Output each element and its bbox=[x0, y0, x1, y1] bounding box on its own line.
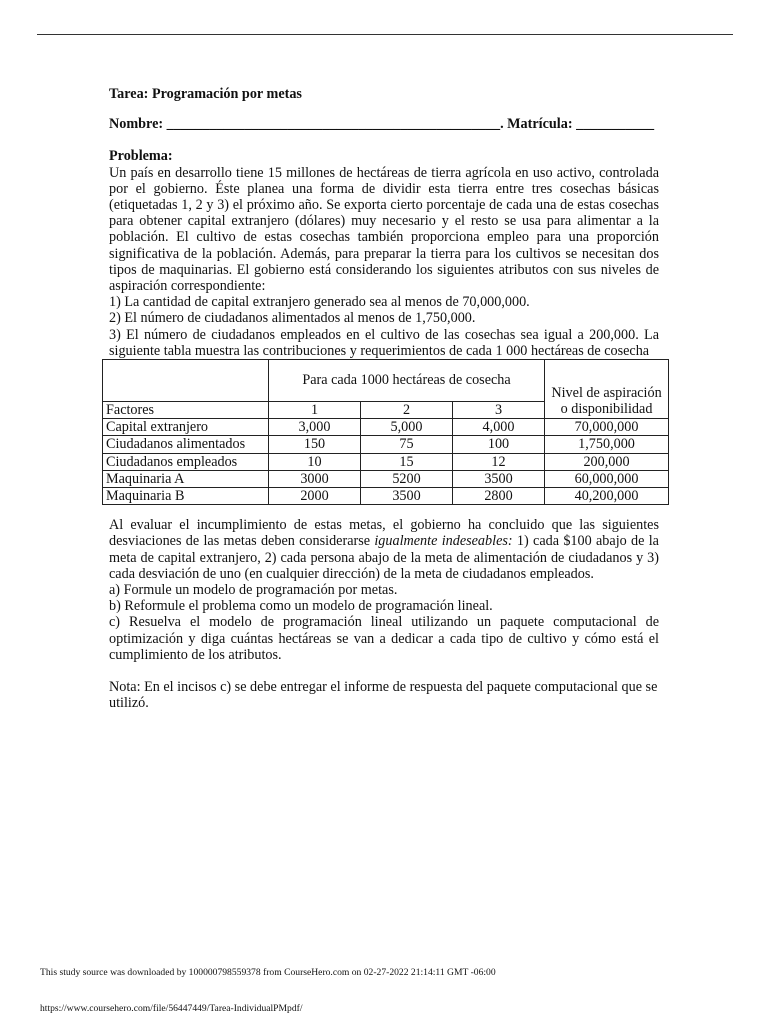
note-paragraph: Nota: En el incisos c) se debe entregar el informe de respuesta del paquete computacional que se utilizó. bbox=[109, 679, 658, 712]
level-cell: 70,000,000 bbox=[545, 419, 669, 436]
value-cell: 4,000 bbox=[453, 419, 545, 436]
value-cell: 2000 bbox=[269, 488, 361, 505]
task-item: c) Resuelva el modelo de programación lineal utilizando un paquete computacional de optimización y diga cuántas hectáreas se van a dedicar a cada tipo de cultivo y cómo está el cumplimiento de los atributos. bbox=[109, 614, 659, 663]
goal-item: 1) La cantidad de capital extranjero generado sea al menos de 70,000,000. bbox=[109, 294, 530, 311]
value-cell: 150 bbox=[269, 436, 361, 453]
goal-item: 3) El número de ciudadanos empleados en el cultivo de las cosechas sea igual a 200,000. La siguiente tabla muestra las contribuciones y requerimientos de cada 1 000 hectáreas de cosecha bbox=[109, 326, 659, 359]
table-row bbox=[103, 419, 669, 436]
table-row bbox=[103, 488, 669, 505]
crop-header: 3 bbox=[453, 402, 545, 419]
level-cell: 1,750,000 bbox=[545, 436, 669, 453]
value-cell: 2800 bbox=[453, 488, 545, 505]
footer-source-note: This study source was downloaded by 100000798559378 from CourseHero.com on 02-27-2022 21:14:11 GMT -06:00 bbox=[40, 967, 496, 978]
factor-cell: Ciudadanos empleados bbox=[103, 453, 269, 470]
evaluation-text: Al evaluar el incumplimiento de estas metas, el gobierno ha concluido que las siguientes desviaciones de las metas deben considerarse bbox=[109, 517, 659, 550]
level-header: Nivel de aspiración o disponibilidad bbox=[545, 360, 669, 419]
level-cell: 40,200,000 bbox=[545, 488, 669, 505]
group-header: Para cada 1000 hectáreas de cosecha bbox=[269, 360, 545, 402]
table-header-row bbox=[103, 360, 669, 402]
factor-header: Factores bbox=[103, 402, 269, 419]
value-cell: 10 bbox=[269, 453, 361, 470]
table-row bbox=[103, 436, 669, 453]
data-table bbox=[102, 359, 669, 505]
value-cell: 75 bbox=[361, 436, 453, 453]
problem-intro: Un país en desarrollo tiene 15 millones de hectáreas de tierra agrícola en uso activo, controlada por el gobierno. Éste planea una forma de dividir esta tierra entre tres cosechas básicas (etiquetadas 1, 2 y 3) el próximo año. Se exporta cierto porcentaje de cada una de estas cosechas para obtener capital extranjero (dólares) muy necesario y el resto se usa para alimentar a la población. El cultivo de estas cosechas también proporciona empleo para una proporción significativa de la población. Además, para preparar la tierra para los cultivos se necesitan dos tipos de maquinarias. El gobierno está considerando los siguientes atributos con sus niveles de aspiración correspondiente: bbox=[109, 164, 659, 295]
value-cell: 3000 bbox=[269, 470, 361, 487]
name-field-line: Nombre: _______________________________________________. Matrícula: ___________ bbox=[109, 116, 655, 133]
value-cell: 5200 bbox=[361, 470, 453, 487]
task-item: b) Reformule el problema como un modelo de programación lineal. bbox=[109, 598, 493, 615]
factor-cell: Ciudadanos alimentados bbox=[103, 436, 269, 453]
crop-header: 1 bbox=[269, 402, 361, 419]
value-cell: 15 bbox=[361, 453, 453, 470]
factor-cell: Maquinaria B bbox=[103, 488, 269, 505]
value-cell: 5,000 bbox=[361, 419, 453, 436]
evaluation-paragraph bbox=[109, 517, 659, 582]
footer-url[interactable]: https://www.coursehero.com/file/56447449/Tarea-IndividualPMpdf/ bbox=[40, 1003, 303, 1014]
value-cell: 100 bbox=[453, 436, 545, 453]
evaluation-text-end: 1) cada $100 abajo de la meta de capital extranjero, 2) cada persona abajo de la meta de alimentación de ciudadanos y 3) cada desviación de uno (en cualquier dirección) de la meta de ciudadanos empleados. bbox=[109, 533, 659, 582]
level-cell: 60,000,000 bbox=[545, 470, 669, 487]
goal-item: 2) El número de ciudadanos alimentados al menos de 1,750,000. bbox=[109, 310, 476, 327]
evaluation-emphasis: igualmente indeseables: bbox=[374, 533, 513, 550]
table-row bbox=[103, 470, 669, 487]
level-cell: 200,000 bbox=[545, 453, 669, 470]
value-cell: 3500 bbox=[453, 470, 545, 487]
value-cell: 3500 bbox=[361, 488, 453, 505]
factor-cell: Maquinaria A bbox=[103, 470, 269, 487]
empty-header-cell bbox=[103, 360, 269, 402]
page-title: Tarea: Programación por metas bbox=[109, 86, 302, 102]
document-body bbox=[106, 86, 662, 712]
factor-cell: Capital extranjero bbox=[103, 419, 269, 436]
task-item: a) Formule un modelo de programación por metas. bbox=[109, 582, 398, 599]
table-row bbox=[103, 453, 669, 470]
value-cell: 3,000 bbox=[269, 419, 361, 436]
top-divider bbox=[37, 34, 733, 35]
problem-heading: Problema: bbox=[109, 148, 173, 165]
crop-header: 2 bbox=[361, 402, 453, 419]
value-cell: 12 bbox=[453, 453, 545, 470]
